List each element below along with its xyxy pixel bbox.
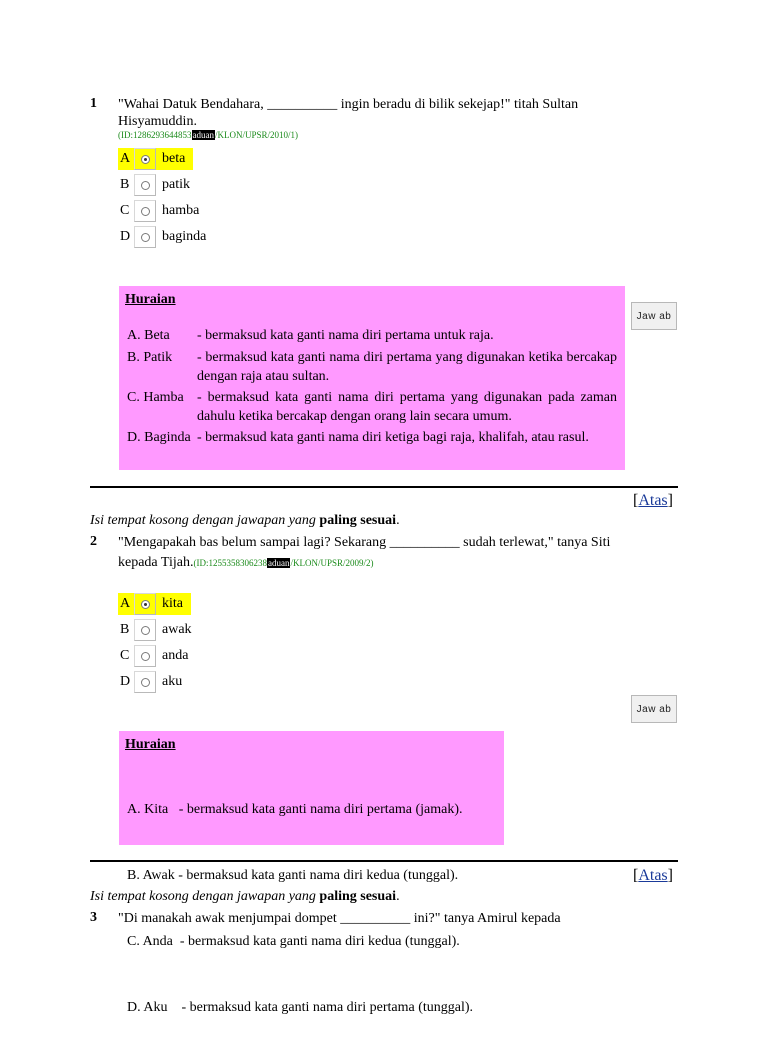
back-to-top [633, 867, 673, 885]
explanation-key: B. Patik [127, 350, 173, 365]
option-c[interactable] [118, 644, 196, 668]
question-text-end: kepada Tijah. [118, 555, 194, 570]
option-radio[interactable] [134, 671, 156, 693]
option-b[interactable] [118, 618, 200, 642]
explanation-value: - bermaksud kata ganti nama diri pertama untuk raja. [197, 328, 494, 343]
back-to-top [633, 492, 673, 510]
radio-selected-icon[interactable] [141, 600, 150, 609]
explanation-key: D. Baginda [127, 430, 191, 445]
divider [90, 860, 678, 862]
instruction-italic: Isi tempat kosong dengan jawapan yang [90, 889, 320, 904]
atas-link[interactable]: Atas [638, 867, 668, 884]
explanation-row [127, 348, 617, 388]
option-letter: A [118, 148, 134, 170]
option-letter: B [120, 177, 130, 192]
instruction-italic: Isi tempat kosong dengan jawapan yang [90, 513, 320, 528]
question-id [193, 558, 373, 568]
instruction-end: . [396, 889, 400, 904]
bracket-open: [ [633, 867, 639, 884]
bracket-open: [ [633, 492, 639, 509]
question-number: 3 [90, 910, 97, 925]
option-label: aku [162, 674, 183, 689]
option-radio[interactable] [134, 619, 156, 641]
option-radio[interactable] [134, 148, 156, 170]
instruction [90, 889, 400, 905]
explanation-box [119, 286, 625, 470]
radio-icon[interactable] [141, 626, 150, 635]
option-c[interactable] [118, 199, 207, 223]
option-radio[interactable] [134, 174, 156, 196]
option-a[interactable] [118, 147, 193, 171]
explanation-title: Huraian [125, 292, 176, 307]
option-letter: C [120, 648, 130, 663]
question-id-suffix: /KLON/UPSR/2010/1) [215, 130, 299, 140]
option-radio[interactable] [134, 645, 156, 667]
option-label: hamba [162, 203, 200, 218]
report-link[interactable]: aduan [192, 130, 214, 140]
radio-icon[interactable] [141, 181, 150, 190]
explanation-value: - bermaksud kata ganti nama diri pertama yang digunakan ketika bercakap dengan raja atau sultan. [197, 350, 617, 384]
option-radio[interactable] [134, 593, 156, 615]
question-text [118, 534, 658, 572]
radio-icon[interactable] [141, 652, 150, 661]
answer-button[interactable]: Jaw ab [631, 302, 677, 330]
question-text-line: "Mengapakah bas belum sampai lagi? Sekarang __________ sudah terlewat," tanya Siti [118, 535, 611, 550]
option-d[interactable] [118, 670, 190, 694]
option-label: beta [156, 148, 193, 170]
explanation-key: A. Beta [127, 328, 170, 343]
atas-link[interactable]: Atas [638, 492, 668, 509]
question-text: "Di manakah awak menjumpai dompet __________ ini?" tanya Amirul kepada [118, 911, 561, 926]
option-d[interactable] [118, 225, 214, 249]
explanation-row [127, 428, 617, 468]
radio-icon[interactable] [141, 678, 150, 687]
option-label: anda [162, 648, 189, 663]
option-label: patik [162, 177, 190, 192]
question-id-prefix: (ID:1286293644853 [118, 130, 192, 140]
option-a[interactable] [118, 592, 191, 616]
radio-icon[interactable] [141, 207, 150, 216]
explanation-row: D. Aku - bermaksud kata ganti nama diri pertama (tunggal). [127, 1000, 474, 1015]
instruction-bold: paling sesuai [319, 513, 397, 528]
question-number: 1 [90, 96, 97, 111]
divider [90, 486, 678, 488]
question-number: 2 [90, 534, 97, 549]
instruction-end: . [396, 513, 400, 528]
option-letter: A [118, 593, 134, 615]
question-id-suffix: /KLON/UPSR/2009/2) [290, 558, 374, 568]
radio-selected-icon[interactable] [141, 155, 150, 164]
option-radio[interactable] [134, 226, 156, 248]
question-id-prefix: (ID:1255358306238 [193, 558, 267, 568]
answer-button[interactable]: Jaw ab [631, 695, 677, 723]
explanation-value: - bermaksud kata ganti nama diri ketiga bagi raja, khalifah, atau rasul. [197, 430, 589, 445]
explanation-title: Huraian [125, 737, 176, 752]
bracket-close: ] [667, 492, 673, 509]
explanation-row: B. Awak - bermaksud kata ganti nama diri kedua (tunggal). [127, 868, 459, 883]
option-letter: D [120, 674, 131, 689]
explanation-value: - bermaksud kata ganti nama diri pertama yang digunakan pada zaman dahulu ketika bercakap dengan orang lain secara umum. [197, 390, 617, 424]
question-id [118, 130, 298, 140]
explanation-list [127, 755, 473, 1063]
explanation-key: C. Hamba [127, 390, 184, 405]
option-letter: B [120, 622, 130, 637]
report-link[interactable]: aduan [267, 558, 290, 568]
radio-icon[interactable] [141, 233, 150, 242]
instruction [90, 513, 400, 529]
instruction-bold: paling sesuai [319, 889, 397, 904]
bracket-close: ] [667, 867, 673, 884]
option-radio[interactable] [134, 200, 156, 222]
option-label: baginda [162, 229, 207, 244]
question-text: "Wahai Datuk Bendahara, __________ ingin beradu di bilik sekejap!" titah Sultan Hisyamuddin. [118, 97, 579, 129]
option-letter: C [120, 203, 130, 218]
explanation-row: C. Anda - bermaksud kata ganti nama diri kedua (tunggal). [127, 934, 460, 949]
explanation-list [127, 326, 617, 468]
question-text-line2 [118, 554, 658, 572]
option-letter: D [120, 229, 131, 244]
explanation-row [127, 326, 617, 348]
explanation-row [127, 388, 617, 428]
option-label: kita [156, 593, 191, 615]
explanation-row: A. Kita - bermaksud kata ganti nama diri pertama (jamak). [127, 802, 463, 817]
option-b[interactable] [118, 173, 198, 197]
option-label: awak [162, 622, 192, 637]
